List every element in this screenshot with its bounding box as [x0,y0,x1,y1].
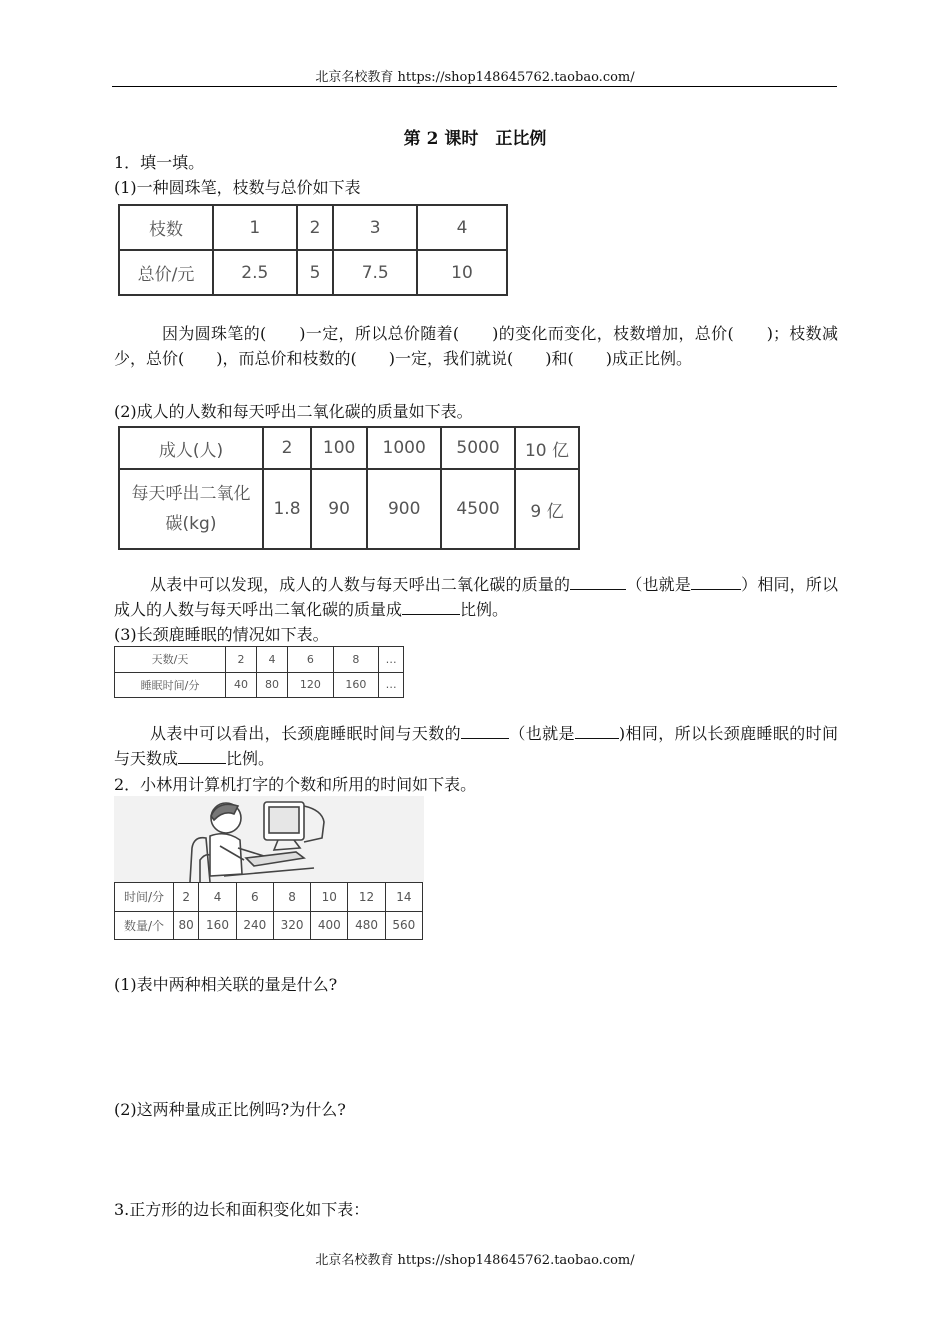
page-header: 北京名校教育 https://shop148645762.taobao.com/ [315,70,635,85]
table-cell: 1000 [367,427,441,469]
answer-blank[interactable] [178,747,226,764]
giraffe-sleep-table [114,646,404,698]
q3-label: 3.正方形的边长和面积变化如下表： [114,1200,370,1219]
table-cell: 5 [297,250,334,295]
table-cell: 2 [263,427,311,469]
table-cell: 100 [311,427,367,469]
table-row [119,427,579,469]
text-run: 从表中可以看出，长颈鹿睡眠时间与天数的 [150,724,462,743]
q1-p3-text [114,721,838,771]
q1-p1-text: 因为圆珠笔的( )一定，所以总价随着( )的变化而变化，枝数增加，总价( )；枝数减少，总价( )，而总价和枝数的( )一定，我们就说( )和( )成正比例。 [114,324,838,368]
table-cell: 1 [213,205,297,250]
table-cell: 2 [226,647,257,673]
table-cell: 900 [367,469,441,549]
answer-blank[interactable] [575,722,619,739]
table-cell: 9 亿 [515,469,579,549]
table-cell: 160 [333,672,379,698]
table-cell: 40 [226,672,257,698]
lesson-title: 第 2 课时 正比例 [403,129,547,149]
table-cell: 90 [311,469,367,549]
text-run: （也就是 [626,575,691,594]
table-cell: 120 [288,672,334,698]
text-run: )相同，所以长颈鹿睡眠的时间与天数成 [114,724,838,768]
table-cell: 480 [348,911,385,940]
q1-p1-intro: (1)一种圆珠笔，枝数与总价如下表 [114,178,361,197]
table-cell: 10 亿 [515,427,579,469]
boy-at-computer-illustration [114,796,424,882]
text-run: （也就是 [509,724,575,743]
answer-blank[interactable] [691,573,741,590]
typing-table [114,882,423,940]
table-cell: 8 [273,883,310,912]
page-footer: 北京名校教育 https://shop148645762.taobao.com/ [315,1253,635,1268]
table-cell: 枝数 [119,205,213,250]
answer-blank[interactable] [570,573,626,590]
q2-sub1: (1)表中两种相关联的量是什么? [114,975,338,994]
table-cell: 320 [273,911,310,940]
table-cell: 成人(人) [119,427,263,469]
table-row [119,250,507,295]
table-cell: 4500 [441,469,515,549]
co2-table [118,426,580,550]
table-cell: 4 [417,205,507,250]
q1-p3-intro: (3)长颈鹿睡眠的情况如下表。 [114,625,329,644]
table-row [115,672,404,698]
table-cell: 12 [348,883,385,912]
table-cell: 80 [257,672,288,698]
table-cell: 240 [236,911,273,940]
table-cell: 10 [417,250,507,295]
header-rule [112,86,837,87]
q1-label: 1．填一填。 [114,153,205,172]
table-cell: … [379,672,404,698]
q2-label: 2．小林用计算机打字的个数和所用的时间如下表。 [114,775,477,794]
q1-p2-intro: (2)成人的人数和每天呼出二氧化碳的质量如下表。 [114,402,473,421]
table-cell: 每天呼出二氧化碳(kg) [119,469,263,549]
table-cell: 睡眠时间/分 [115,672,226,698]
answer-blank[interactable] [461,722,509,739]
q2-sub2: (2)这两种量成正比例吗?为什么? [114,1100,346,1119]
table-cell: 天数/天 [115,647,226,673]
table-cell: 160 [199,911,236,940]
table-cell: … [379,647,404,673]
text-run: 比例。 [460,600,509,619]
table-cell: 2 [297,205,334,250]
table-cell: 400 [311,911,348,940]
table-row [115,647,404,673]
table-cell: 8 [333,647,379,673]
table-cell: 7.5 [333,250,417,295]
text-run: 比例。 [226,749,275,768]
table-row [119,205,507,250]
table-cell: 2 [174,883,199,912]
table-cell: 560 [385,911,422,940]
table-cell: 80 [174,911,199,940]
table-cell: 14 [385,883,422,912]
table-cell: 总价/元 [119,250,213,295]
table-cell: 1.8 [263,469,311,549]
table-cell: 4 [257,647,288,673]
table-row [119,469,579,549]
text-run: 从表中可以发现，成人的人数与每天呼出二氧化碳的质量的 [150,575,571,594]
table-cell: 2.5 [213,250,297,295]
table-cell: 6 [288,647,334,673]
table-row [115,911,423,940]
table-cell: 4 [199,883,236,912]
table-cell: 3 [333,205,417,250]
table-row [115,883,423,912]
table-cell: 数量/个 [115,911,174,940]
table-cell: 6 [236,883,273,912]
pen-price-table [118,204,508,296]
answer-blank[interactable] [402,598,460,615]
text-run: ）相同，所以成人的人数与每天呼出二氧化碳的质量成 [114,575,838,619]
table-cell: 5000 [441,427,515,469]
table-cell: 时间/分 [115,883,174,912]
q1-p2-text [114,572,838,622]
table-cell: 10 [311,883,348,912]
